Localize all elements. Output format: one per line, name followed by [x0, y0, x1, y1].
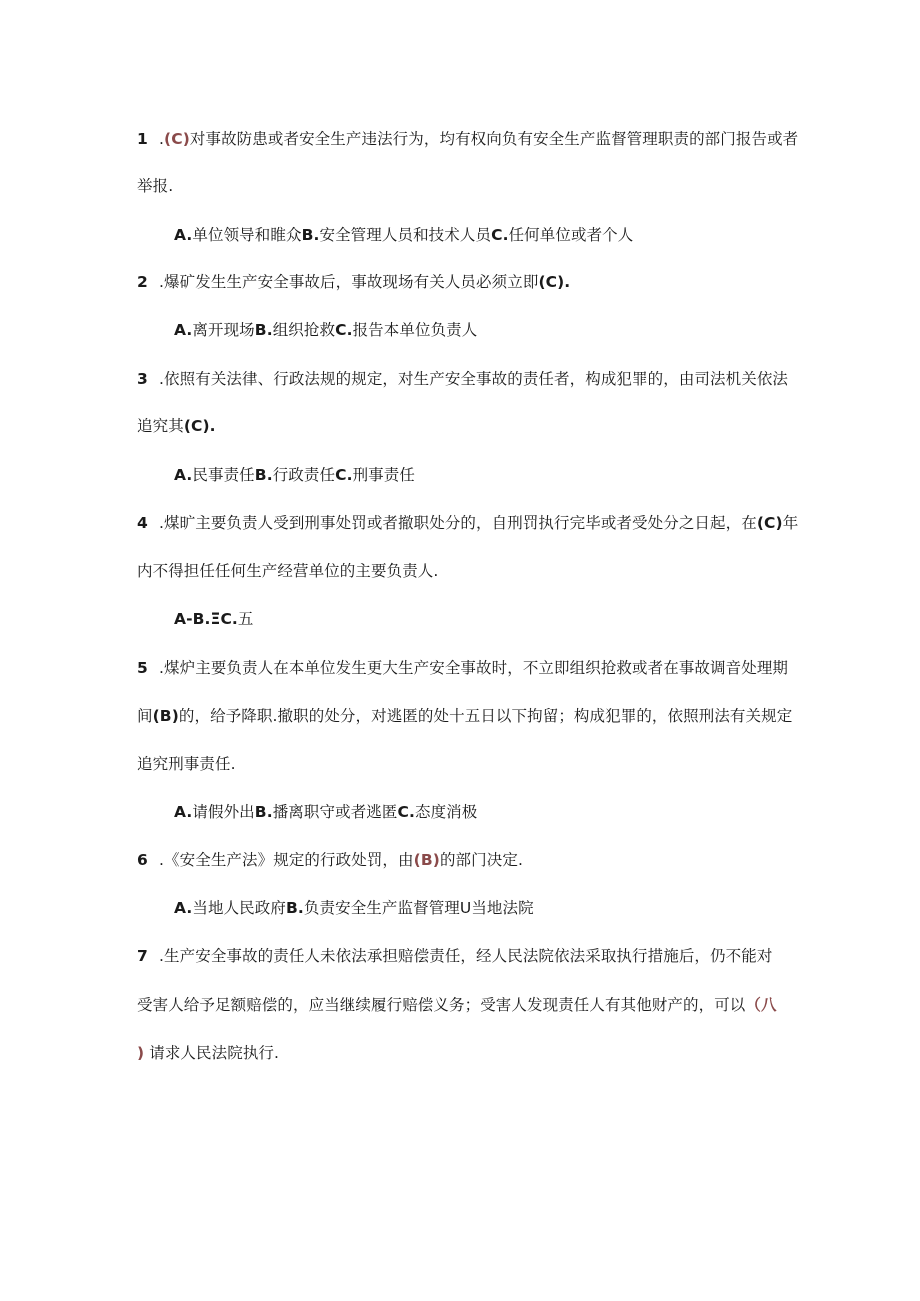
question-text: 举报.: [137, 177, 174, 195]
option-b: 安全管理人员和技术人员: [319, 226, 492, 244]
question-text: 对事故防患或者安全生产违法行为，均有权向负有安全生产监督管理职责的部门报告或者: [189, 130, 799, 148]
option-key: C.: [397, 803, 415, 821]
answer-mark: (C): [756, 514, 783, 532]
option-a: 单位领导和睢众: [192, 226, 302, 244]
question-text: 受害人给予足额赔偿的，应当继续履行赔偿义务；受害人发现责任人有其他财产的，可以: [137, 996, 746, 1014]
option-text: A-B.Ξ: [174, 610, 221, 628]
question-4-line-2: [137, 561, 438, 581]
option-key: B.: [254, 466, 273, 484]
option-c: 报告本单位负责人: [352, 321, 478, 339]
question-text: .爆矿发生生产安全事故后，事故现场有关人员必须立即: [159, 273, 539, 291]
question-text: .依照有关法律、行政法规的规定，对生产安全事故的责任者，构成犯罪的，由司法机关依法: [159, 370, 789, 388]
question-4-options: [174, 609, 254, 629]
question-text: .《安全生产法》规定的行政处罚，由: [159, 851, 414, 869]
question-text: .: [159, 130, 165, 148]
option-key: A.: [174, 226, 193, 244]
option-key: A.: [174, 899, 193, 917]
answer-mark: (C): [164, 130, 190, 148]
answer-mark: (B): [413, 851, 440, 869]
question-3-options: [174, 465, 415, 485]
option-b: 播离职守或者逃匿: [272, 803, 398, 821]
option-key: B.: [254, 321, 273, 339]
option-key: A.: [174, 466, 193, 484]
question-1-options: [174, 225, 633, 245]
question-text: 间: [137, 707, 153, 725]
question-6-line-1: [137, 850, 523, 870]
option-key: B.: [301, 226, 320, 244]
question-3-line-1: [137, 369, 788, 389]
question-5-options: [174, 802, 477, 822]
question-text: 追究刑事责任.: [137, 755, 236, 773]
option-c: 刑事责任: [352, 466, 415, 484]
question-number: 1: [137, 130, 148, 148]
question-1-line-1: [137, 129, 798, 149]
question-text: 的部门决定.: [439, 851, 523, 869]
question-4-line-1: [137, 513, 798, 533]
question-text: 追究其: [137, 417, 184, 435]
option-a: 当地人民政府: [192, 899, 286, 917]
answer-mark: (C).: [183, 417, 216, 435]
question-5-line-3: [137, 754, 236, 774]
question-7-line-2: [137, 995, 777, 1015]
option-b: 组织抢救: [272, 321, 336, 339]
question-3-line-2: [137, 416, 216, 436]
option-key: C.: [335, 321, 353, 339]
option-key: B.: [254, 803, 273, 821]
question-2-options: [174, 320, 477, 340]
option-b: 负责安全生产监督管理U当地法院: [303, 899, 534, 917]
option-c: 五: [237, 610, 254, 628]
question-text: 的，给予降职.撤职的处分，对逃匿的处十五日以下拘留；构成犯罪的，依照刑法有关规定: [178, 707, 793, 725]
answer-mark: ): [137, 1044, 145, 1062]
question-number: 6: [137, 851, 148, 869]
question-number: 3: [137, 370, 148, 388]
option-key: C.: [335, 466, 353, 484]
question-text: .煤旷主要负责人受到刑事处罚或者撤职处分的，自刑罚执行完毕或者受处分之日起，在: [159, 514, 757, 532]
question-text: 年: [782, 514, 799, 532]
option-key: A.: [174, 321, 193, 339]
question-number: 7: [137, 947, 148, 965]
question-7-line-3: [137, 1043, 279, 1063]
answer-mark: (C).: [538, 273, 571, 291]
option-a: 民事责任: [192, 466, 255, 484]
question-5-line-1: [137, 658, 788, 678]
option-a: 离开现场: [192, 321, 255, 339]
option-key: A.: [174, 803, 193, 821]
question-5-line-2: [137, 706, 792, 726]
option-key: C.: [491, 226, 509, 244]
option-b: 行政责任: [272, 466, 336, 484]
answer-mark: （八: [745, 996, 777, 1014]
question-text: 内不得担任任何生产经营单位的主要负责人.: [137, 562, 439, 580]
question-text: 请求人民法院执行.: [144, 1044, 280, 1062]
question-7-line-1: [137, 946, 772, 966]
option-a: 请假外出: [192, 803, 255, 821]
option-key: B.: [285, 899, 304, 917]
option-c: 态度消极: [414, 803, 478, 821]
question-number: 4: [137, 514, 148, 532]
question-number: 2: [137, 273, 148, 291]
question-6-options: [174, 898, 534, 918]
question-text: .生产安全事故的责任人未依法承担赔偿责任，经人民法院依法采取执行措施后，仍不能对: [159, 947, 773, 965]
question-2-line-1: [137, 272, 570, 292]
option-key: C.: [220, 610, 238, 628]
question-number: 5: [137, 659, 148, 677]
option-c: 任何单位或者个人: [508, 226, 634, 244]
answer-mark: (B): [152, 707, 179, 725]
question-1-line-2: [137, 176, 173, 196]
question-text: .煤炉主要负责人在本单位发生更大生产安全事故时，不立即组织抢救或者在事故调音处理期: [159, 659, 789, 677]
